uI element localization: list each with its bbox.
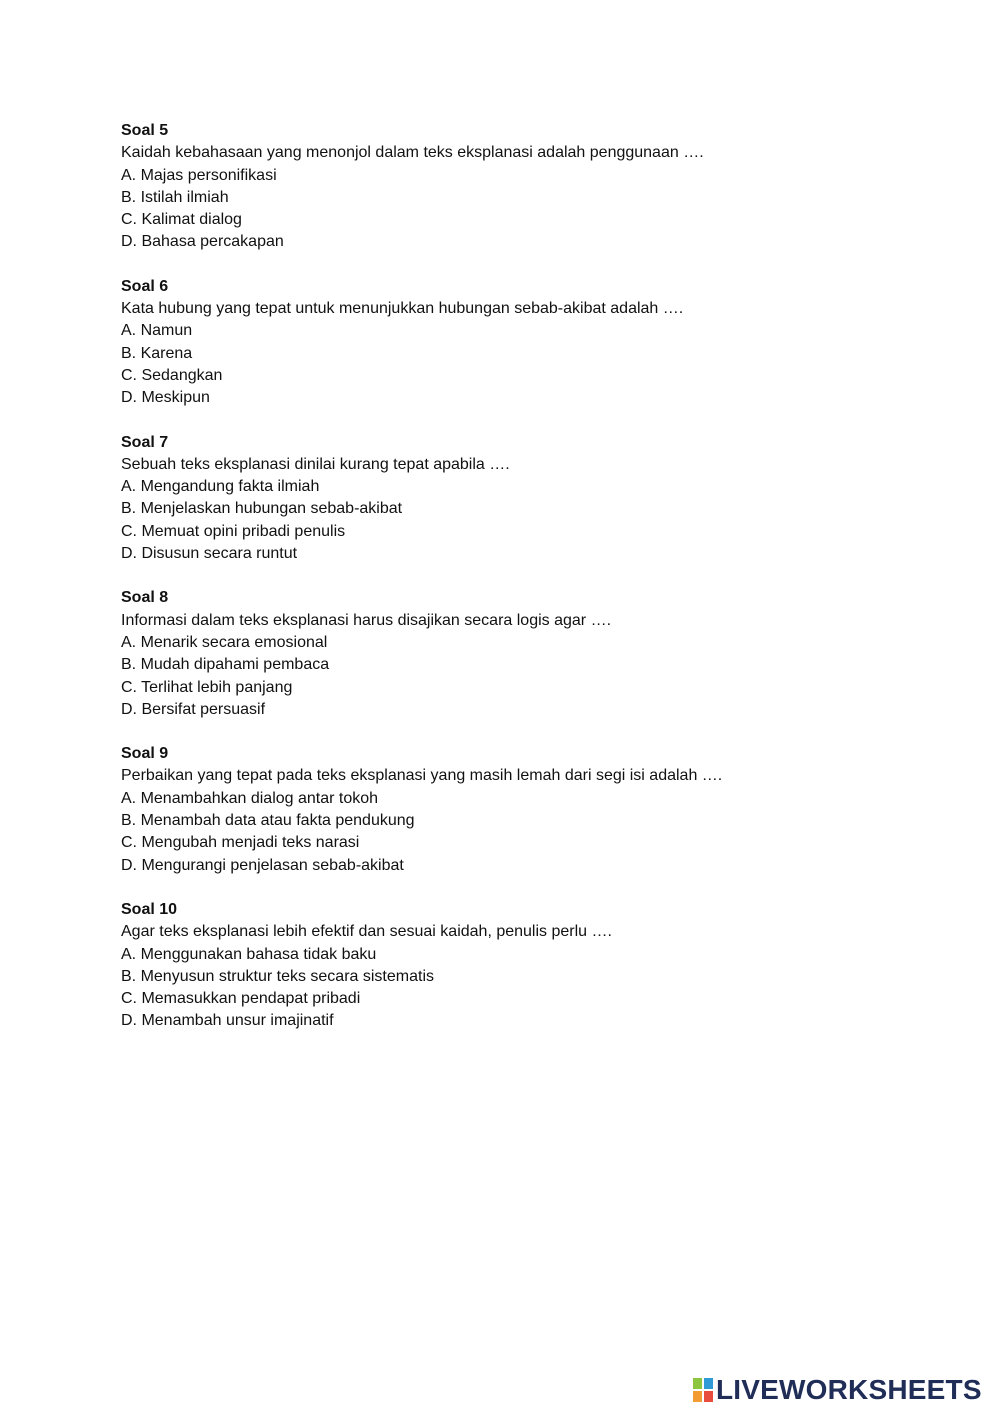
liveworksheets-logo-icon	[693, 1378, 713, 1402]
answer-option: C. Terlihat lebih panjang	[121, 678, 293, 696]
answer-option: D. Disusun secara runtut	[121, 545, 298, 563]
answer-option: B. Menjelaskan hubungan sebab-akibat	[121, 500, 403, 518]
answer-option: B. Istilah ilmiah	[121, 188, 229, 206]
question-block	[121, 120, 881, 254]
logo-tile-blue	[704, 1378, 713, 1389]
answer-option: A. Menggunakan bahasa tidak baku	[121, 945, 377, 963]
answer-option: A. Namun	[121, 322, 193, 340]
answer-option: D. Mengurangi penjelasan sebab-akibat	[121, 856, 404, 874]
answer-option: B. Menambah data atau fakta pendukung	[121, 812, 415, 830]
liveworksheets-brand	[693, 1375, 982, 1405]
answer-option: C. Mengubah menjadi teks narasi	[121, 834, 360, 852]
liveworksheets-wordmark: LIVEWORKSHEETS	[716, 1374, 982, 1405]
answer-option: D. Menambah unsur imajinatif	[121, 1012, 334, 1030]
question-block	[121, 743, 881, 877]
answer-option: B. Karena	[121, 344, 193, 362]
question-text: Perbaikan yang tepat pada teks eksplanasi yang masih lemah dari segi isi adalah ….	[121, 767, 723, 785]
answer-option: D. Bahasa percakapan	[121, 233, 284, 251]
question-text: Sebuah teks eksplanasi dinilai kurang tepat apabila ….	[121, 455, 510, 473]
answer-option: D. Bersifat persuasif	[121, 700, 266, 718]
logo-tile-green	[693, 1378, 702, 1389]
question-title: Soal 7	[121, 433, 169, 451]
question-text: Kaidah kebahasaan yang menonjol dalam teks eksplanasi adalah penggunaan ….	[121, 144, 704, 162]
question-title: Soal 6	[121, 277, 169, 295]
question-block	[121, 432, 881, 566]
answer-option: C. Memasukkan pendapat pribadi	[121, 990, 361, 1008]
worksheet-page	[121, 120, 881, 1055]
question-title: Soal 9	[121, 745, 169, 763]
answer-option: C. Kalimat dialog	[121, 211, 242, 229]
answer-option: A. Menarik secara emosional	[121, 633, 328, 651]
answer-option: C. Sedangkan	[121, 366, 223, 384]
question-title: Soal 5	[121, 122, 169, 139]
question-title: Soal 8	[121, 589, 169, 607]
question-block	[121, 276, 881, 410]
answer-option: D. Meskipun	[121, 389, 210, 407]
question-text: Agar teks eksplanasi lebih efektif dan sesuai kaidah, penulis perlu ….	[121, 923, 612, 941]
question-title: Soal 10	[121, 900, 178, 918]
logo-tile-red	[704, 1391, 713, 1402]
answer-option: A. Majas personifikasi	[121, 166, 277, 184]
answer-option: C. Memuat opini pribadi penulis	[121, 522, 346, 540]
answer-option: A. Mengandung fakta ilmiah	[121, 478, 320, 496]
answer-option: A. Menambahkan dialog antar tokoh	[121, 789, 379, 807]
answer-option: B. Menyusun struktur teks secara sistematis	[121, 967, 434, 985]
question-block	[121, 899, 881, 1033]
answer-option: B. Mudah dipahami pembaca	[121, 656, 330, 674]
question-text: Kata hubung yang tepat untuk menunjukkan hubungan sebab-akibat adalah ….	[121, 300, 684, 318]
question-text: Informasi dalam teks eksplanasi harus disajikan secara logis agar ….	[121, 611, 612, 629]
logo-tile-orange	[693, 1391, 702, 1402]
question-block	[121, 587, 881, 721]
